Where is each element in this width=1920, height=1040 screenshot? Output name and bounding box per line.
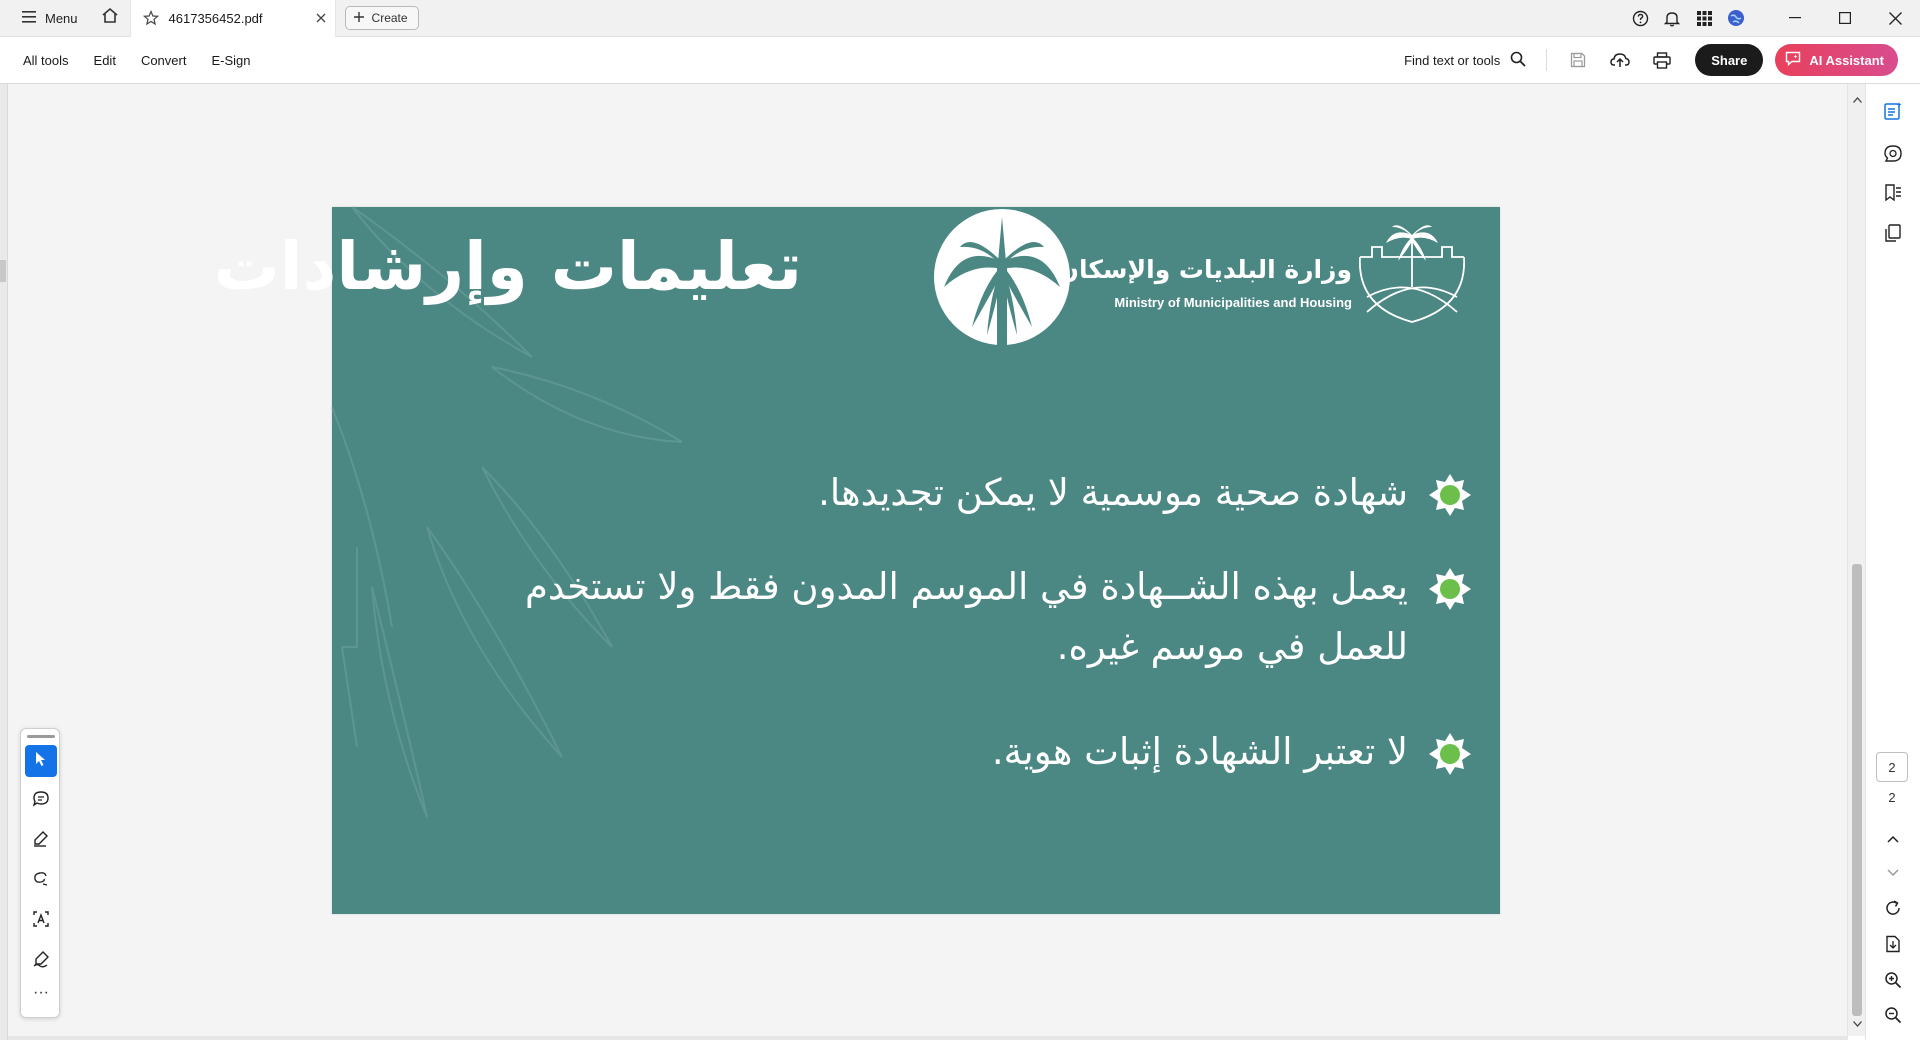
menu-label: Menu bbox=[45, 10, 78, 26]
share-button[interactable] bbox=[1695, 44, 1763, 76]
vertical-scrollbar[interactable] bbox=[1847, 84, 1865, 1036]
document-tab[interactable] bbox=[130, 0, 336, 37]
share-label: Share bbox=[1711, 52, 1748, 68]
apps-grid-icon[interactable] bbox=[1688, 0, 1720, 37]
bell-icon[interactable] bbox=[1656, 0, 1688, 37]
chevron-up-icon[interactable] bbox=[1878, 824, 1908, 854]
print-icon[interactable] bbox=[1641, 42, 1683, 78]
comment-icon bbox=[32, 790, 50, 813]
home-icon bbox=[101, 7, 119, 29]
all-tools-menu[interactable]: All tools bbox=[23, 52, 69, 68]
plus-icon bbox=[354, 11, 364, 25]
instruction-text: يعمل بهذه الشــهادة في الموسم المدون فقط ولا تستخدم للعمل في موسم غيره. bbox=[524, 565, 1408, 668]
tab-filename: 4617356452.pdf bbox=[168, 10, 263, 26]
select-tool-button[interactable] bbox=[25, 745, 57, 777]
star-icon[interactable] bbox=[143, 10, 159, 26]
ai-assistant-label: AI Assistant bbox=[1809, 52, 1884, 68]
page-thumbnails-icon[interactable] bbox=[1878, 218, 1908, 248]
current-page-input[interactable]: 2 bbox=[1876, 752, 1908, 782]
instruction-item bbox=[372, 722, 1472, 782]
scroll-down-arrow-icon[interactable] bbox=[1851, 1018, 1863, 1030]
create-label: Create bbox=[371, 11, 408, 25]
scroll-up-arrow-icon[interactable] bbox=[1851, 94, 1863, 106]
document-title: تعليمات وإرشادات bbox=[213, 228, 802, 305]
bookmark-list-icon[interactable] bbox=[1878, 178, 1908, 208]
star-bullet-icon bbox=[1428, 732, 1472, 776]
star-bullet-icon bbox=[1428, 567, 1472, 611]
pen-sign-icon bbox=[32, 950, 50, 973]
comment-tool-button[interactable] bbox=[25, 785, 57, 817]
find-text-or-tools[interactable] bbox=[1404, 51, 1526, 70]
ai-assistant-button[interactable] bbox=[1775, 44, 1898, 76]
save-icon[interactable] bbox=[1557, 42, 1599, 78]
globe-avatar-icon[interactable] bbox=[1720, 0, 1752, 37]
tool-menu bbox=[23, 53, 251, 68]
palm-emblem-logo bbox=[932, 207, 1072, 347]
instruction-item bbox=[372, 557, 1472, 677]
drag-handle[interactable] bbox=[27, 735, 55, 738]
instruction-text: شهادة صحية موسمية لا يمكن تجديدها. bbox=[818, 471, 1408, 514]
total-pages: 2 bbox=[1888, 790, 1896, 805]
scrollbar-thumb[interactable] bbox=[1852, 564, 1862, 1016]
upload-cloud-icon[interactable] bbox=[1599, 42, 1641, 78]
cursor-arrow-icon bbox=[33, 751, 49, 772]
close-window-button[interactable] bbox=[1870, 0, 1920, 37]
chevron-down-icon[interactable] bbox=[1878, 858, 1908, 888]
saudi-crest-logo bbox=[1352, 217, 1472, 327]
comment-panel-icon[interactable] bbox=[1878, 139, 1908, 169]
edit-menu[interactable]: Edit bbox=[93, 52, 116, 68]
menu-button[interactable] bbox=[0, 0, 90, 37]
text-select-tool-button[interactable] bbox=[25, 905, 57, 937]
hamburger-icon bbox=[22, 11, 36, 26]
freehand-draw-icon bbox=[32, 870, 50, 893]
generative-summary-icon[interactable] bbox=[1878, 96, 1908, 126]
find-label: Find text or tools bbox=[1404, 52, 1501, 68]
highlighter-icon bbox=[32, 830, 50, 853]
minimize-button[interactable] bbox=[1770, 0, 1820, 37]
main-toolbar bbox=[0, 37, 1920, 84]
convert-menu[interactable]: Convert bbox=[140, 52, 187, 68]
quick-tools-panel bbox=[20, 728, 60, 1018]
search-icon bbox=[1510, 51, 1526, 70]
help-icon[interactable] bbox=[1624, 0, 1656, 37]
rotate-icon[interactable] bbox=[1878, 893, 1908, 923]
star-bullet-icon bbox=[1428, 473, 1472, 517]
page-fit-icon[interactable] bbox=[1878, 929, 1908, 959]
home-button[interactable] bbox=[90, 0, 130, 37]
ai-assistant-icon bbox=[1785, 51, 1801, 69]
pdf-page bbox=[213, 207, 1500, 914]
sign-tool-button[interactable] bbox=[25, 945, 57, 977]
text-box-icon bbox=[32, 910, 50, 933]
ministry-name-arabic: وزارة البلديات والإسكان bbox=[1057, 255, 1352, 284]
close-icon[interactable] bbox=[307, 0, 335, 37]
bottom-status-strip bbox=[8, 1036, 1848, 1040]
create-button[interactable] bbox=[345, 6, 419, 30]
zoom-in-icon[interactable] bbox=[1878, 965, 1908, 995]
ministry-name-english: Ministry of Municipalities and Housing bbox=[1114, 295, 1352, 310]
esign-menu[interactable]: E-Sign bbox=[211, 52, 251, 68]
right-side-panel bbox=[1865, 84, 1920, 1040]
zoom-out-icon[interactable] bbox=[1878, 1000, 1908, 1030]
instruction-text: لا تعتبر الشهادة إثبات هوية. bbox=[991, 730, 1408, 773]
title-bar bbox=[0, 0, 1920, 37]
left-edge-strip bbox=[0, 84, 8, 1040]
draw-tool-button[interactable] bbox=[25, 865, 57, 897]
maximize-button[interactable] bbox=[1820, 0, 1870, 37]
left-edge-marker bbox=[0, 260, 6, 282]
toolbar-divider bbox=[1546, 49, 1547, 71]
more-tools-icon[interactable]: ··· bbox=[33, 984, 49, 1001]
highlight-tool-button[interactable] bbox=[25, 825, 57, 857]
instruction-item bbox=[372, 463, 1472, 523]
